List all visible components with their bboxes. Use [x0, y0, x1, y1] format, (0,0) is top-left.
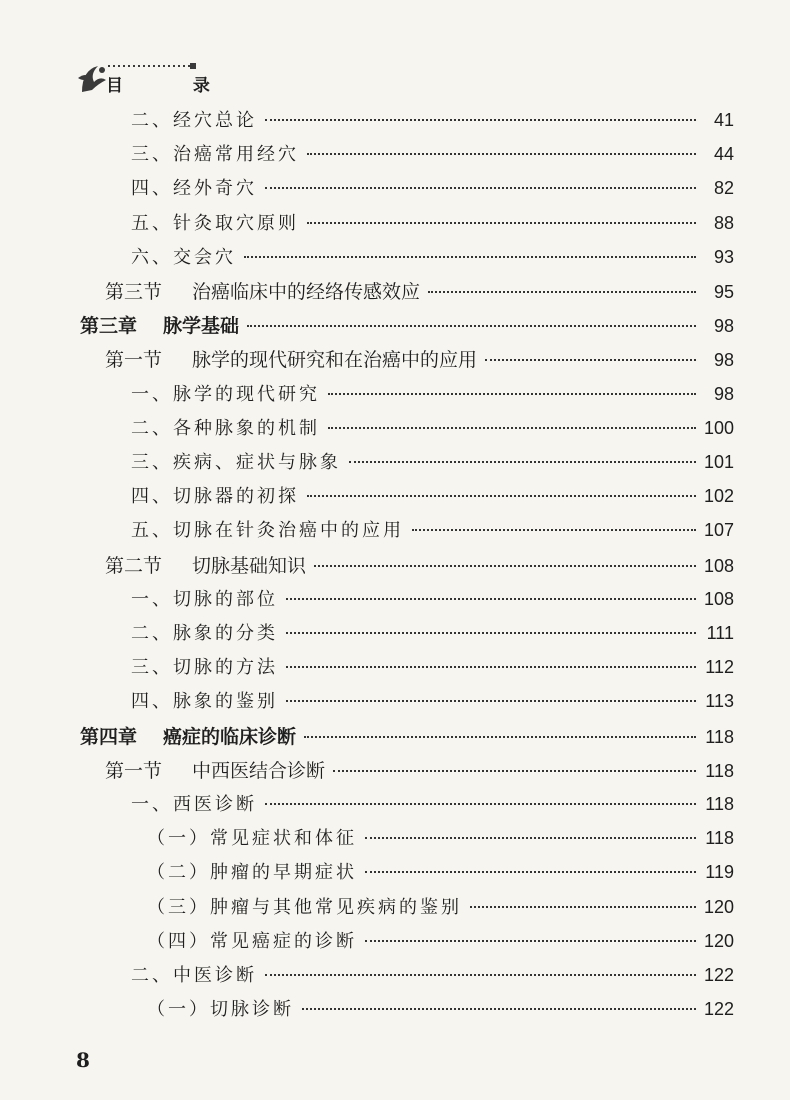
- dot-leader: [365, 837, 696, 839]
- toc-entry-page: 113: [705, 691, 734, 712]
- toc-entry-item[interactable]: [131, 140, 734, 170]
- dot-leader: [314, 565, 696, 567]
- toc-entry-item[interactable]: [131, 448, 734, 478]
- toc-entry-number: 第一节: [105, 349, 163, 372]
- toc-entry-page: 82: [713, 178, 734, 199]
- toc-entry-section[interactable]: [105, 277, 734, 307]
- toc-entry-number: 第二节: [105, 554, 163, 577]
- toc-entry-page: 100: [703, 417, 734, 438]
- toc-entry-page: 118: [705, 726, 734, 747]
- toc-entry-title: 二、中医诊断: [131, 965, 257, 986]
- toc-entry-sub[interactable]: [147, 893, 734, 923]
- dot-leader: [428, 291, 696, 293]
- toc-entry-item[interactable]: [131, 619, 734, 649]
- dot-leader: [307, 153, 696, 155]
- toc-entry-page: 122: [703, 965, 734, 985]
- dot-leader: [365, 871, 696, 873]
- toc-entry-item[interactable]: [131, 482, 734, 512]
- toc-entry-title: 五、针灸取穴原则: [131, 212, 299, 234]
- toc-entry-item[interactable]: [131, 585, 734, 615]
- dot-leader: [265, 119, 696, 121]
- toc-entry-page: 98: [713, 316, 734, 337]
- dot-leader: [286, 598, 696, 600]
- toc-entry-section[interactable]: [105, 551, 734, 581]
- toc-entry-section[interactable]: [105, 345, 734, 375]
- dot-leader: [328, 427, 696, 429]
- toc-entry-title: 脉学的现代研究和在治癌中的应用: [192, 349, 478, 372]
- toc-entry-sub[interactable]: [147, 995, 734, 1025]
- toc-entry-number: 第三节: [105, 281, 163, 303]
- toc-entry-item[interactable]: [131, 174, 734, 204]
- dot-leader: [304, 736, 696, 738]
- toc-entry-page: 112: [705, 657, 734, 678]
- toc-entry-chapter[interactable]: [80, 722, 734, 752]
- toc-entry-page: 102: [703, 486, 734, 507]
- toc-entry-page: 101: [703, 452, 734, 472]
- toc-entry-title: 二、经穴总论: [131, 110, 257, 131]
- toc-entry-item[interactable]: [131, 414, 734, 444]
- toc-entry-title: 三、治癌常用经穴: [131, 144, 299, 166]
- toc-entry-page: 98: [713, 350, 734, 371]
- toc-entry-title: 中西医结合诊断: [192, 759, 326, 782]
- dot-leader: [286, 666, 696, 668]
- toc-entry-item[interactable]: [131, 106, 734, 136]
- toc-entry-title: 三、疾病、症状与脉象: [131, 452, 341, 473]
- dot-leader: [307, 495, 696, 497]
- toc-entry-title: 一、西医诊断: [131, 794, 257, 815]
- dot-leader: [365, 940, 696, 942]
- toc-entry-page: 98: [713, 383, 734, 404]
- toc-entry-title: 三、切脉的方法: [131, 657, 278, 679]
- toc-entry-number: 第一节: [105, 759, 163, 782]
- toc-entry-page: 88: [713, 212, 734, 233]
- toc-entry-page: 108: [703, 588, 734, 609]
- toc-entry-page: 111: [706, 623, 734, 643]
- toc-entry-item[interactable]: [131, 209, 734, 239]
- toc-entry-page: 118: [705, 794, 734, 814]
- toc-entry-item[interactable]: [131, 961, 734, 991]
- toc-entry-title: （四）常见癌症的诊断: [147, 930, 357, 952]
- dot-leader: [412, 529, 696, 531]
- toc-entry-chapter[interactable]: [80, 311, 734, 341]
- toc-entry-item[interactable]: [131, 516, 734, 546]
- toc-entry-title: 一、脉学的现代研究: [131, 383, 320, 405]
- dot-leader: [286, 700, 696, 702]
- toc-entry-page: 120: [703, 930, 734, 951]
- toc-entry-sub[interactable]: [147, 858, 734, 888]
- toc-entry-page: 44: [713, 144, 734, 165]
- toc-entry-title: 治癌临床中的经络传感效应: [192, 281, 421, 303]
- toc-entry-sub[interactable]: [147, 927, 734, 957]
- toc-entry-item[interactable]: [131, 380, 734, 410]
- toc-entry-page: 41: [713, 110, 734, 130]
- dot-leader: [244, 256, 696, 258]
- toc-entry-title: 二、各种脉象的机制: [131, 417, 320, 439]
- dot-leader: [485, 359, 696, 361]
- toc-entry-title: 五、切脉在针灸治癌中的应用: [131, 520, 404, 542]
- toc-entry-page: 118: [705, 760, 734, 781]
- dot-leader: [247, 325, 696, 327]
- toc-entry-section[interactable]: [105, 756, 734, 786]
- dot-leader: [470, 906, 696, 908]
- toc-entry-title: 二、脉象的分类: [131, 623, 278, 644]
- page-header: [72, 56, 272, 96]
- toc-entry-page: 120: [703, 896, 734, 917]
- toc-entry-page: 108: [703, 555, 734, 576]
- toc-entry-item[interactable]: [131, 653, 734, 683]
- dot-leader: [307, 222, 696, 224]
- toc-entry-title: 六、交会穴: [131, 246, 236, 268]
- header-title: 目 录: [106, 76, 242, 96]
- dot-leader: [333, 770, 696, 772]
- toc-entry-title: （三）肿瘤与其他常见疾病的鉴别: [147, 896, 462, 918]
- toc-entry-title: 四、切脉器的初探: [131, 486, 299, 508]
- toc-entry-title: （一）常见症状和体征: [147, 828, 357, 850]
- toc-entry-sub[interactable]: [147, 824, 734, 854]
- toc-entry-item[interactable]: [131, 687, 734, 717]
- dot-leader: [265, 803, 696, 805]
- toc-entry-title: 切脉基础知识: [192, 554, 307, 577]
- toc-entry-page: 107: [703, 520, 734, 541]
- toc-entry-page: 118: [705, 828, 734, 849]
- dot-leader: [302, 1008, 696, 1010]
- toc-entry-item[interactable]: [131, 790, 734, 820]
- toc-entry-title: （二）肿瘤的早期症状: [147, 862, 357, 884]
- dot-leader: [349, 461, 696, 463]
- dot-leader: [286, 632, 696, 634]
- dot-leader: [265, 974, 696, 976]
- toc-entry-page: 93: [713, 246, 734, 267]
- toc-entry-title: 一、切脉的部位: [131, 588, 278, 610]
- toc-entry-item[interactable]: [131, 243, 734, 273]
- toc-entry-page: 122: [703, 999, 734, 1020]
- dot-leader: [265, 187, 696, 189]
- toc-entry-title: （一）切脉诊断: [147, 999, 294, 1021]
- toc-entry-number: 第四章: [80, 725, 138, 748]
- toc-entry-title: 四、经外奇穴: [131, 178, 257, 200]
- toc-entry-title: 脉学基础: [163, 315, 240, 338]
- toc-entry-page: 119: [705, 862, 734, 883]
- dot-leader: [328, 393, 696, 395]
- toc-entry-title: 癌症的临床诊断: [163, 725, 297, 748]
- toc-entry-page: 95: [713, 282, 734, 302]
- toc-entry-number: 第三章: [80, 315, 138, 338]
- page-number: 8: [76, 1048, 90, 1072]
- toc-entry-title: 四、脉象的鉴别: [131, 691, 278, 713]
